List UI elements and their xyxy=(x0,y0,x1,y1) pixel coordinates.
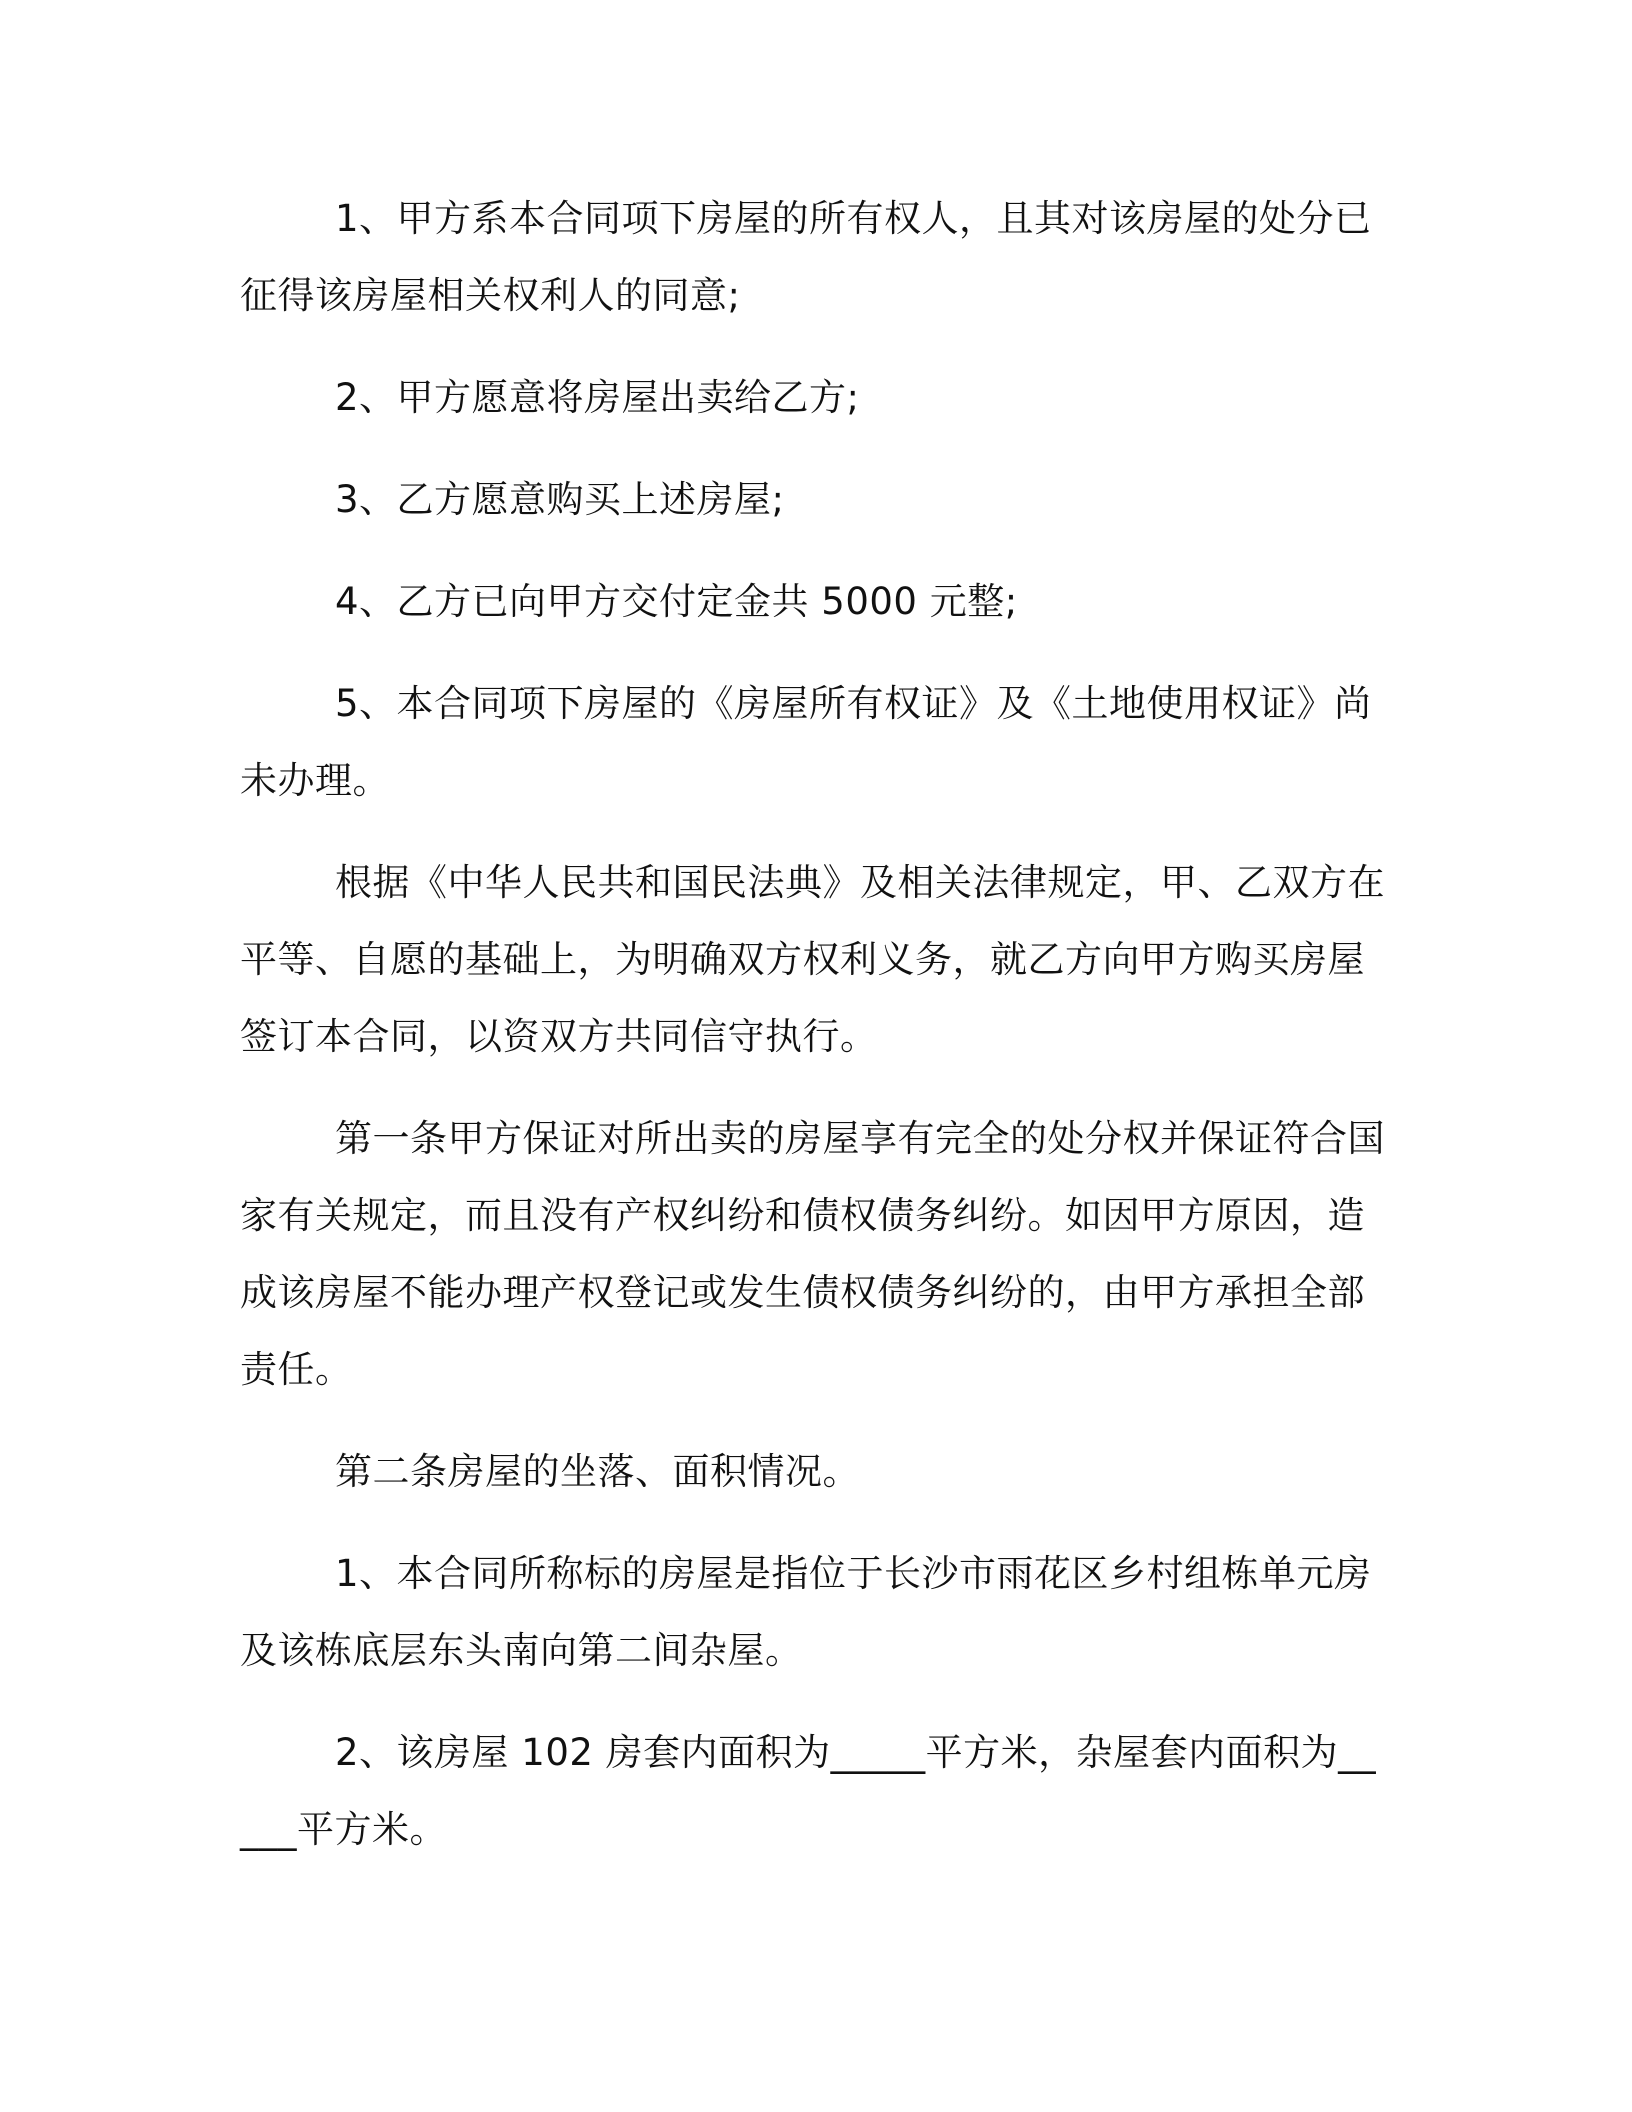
legal-basis-paragraph: 根据《中华人民共和国民法典》及相关法律规定，甲、乙双方在平等、自愿的基础上，为明确双方权利义务，就乙方向甲方购买房屋签订本合同，以资双方共同信守执行。 xyxy=(240,861,1385,1058)
clause-4-deposit: 4、乙方已向甲方交付定金共 5000 元整; xyxy=(335,580,1018,623)
article-2-item-2-area: 2、该房屋 102 房套内面积为_____平方米，杂屋套内面积为_____平方米。 xyxy=(240,1731,1377,1851)
document-body xyxy=(240,180,1390,1893)
clause-1: 1、甲方系本合同项下房屋的所有权人，且其对该房屋的处分已征得该房屋相关权利人的同意; xyxy=(240,197,1372,317)
clause-5-certificates: 5、本合同项下房屋的《房屋所有权证》及《土地使用权证》尚未办理。 xyxy=(240,682,1372,802)
article-2-heading: 第二条房屋的坐落、面积情况。 xyxy=(335,1450,860,1493)
article-2-item-1: 1、本合同所称标的房屋是指位于长沙市雨花区乡村组栋单元房及该栋底层东头南向第二间杂屋。 xyxy=(240,1552,1372,1672)
clause-3: 3、乙方愿意购买上述房屋; xyxy=(335,478,785,521)
article-1: 第一条甲方保证对所出卖的房屋享有完全的处分权并保证符合国家有关规定，而且没有产权纠纷和债权债务纠纷。如因甲方原因，造成该房屋不能办理产权登记或发生债权债务纠纷的，由甲方承担全部责任。 xyxy=(240,1117,1385,1391)
clause-2: 2、甲方愿意将房屋出卖给乙方; xyxy=(335,376,860,419)
